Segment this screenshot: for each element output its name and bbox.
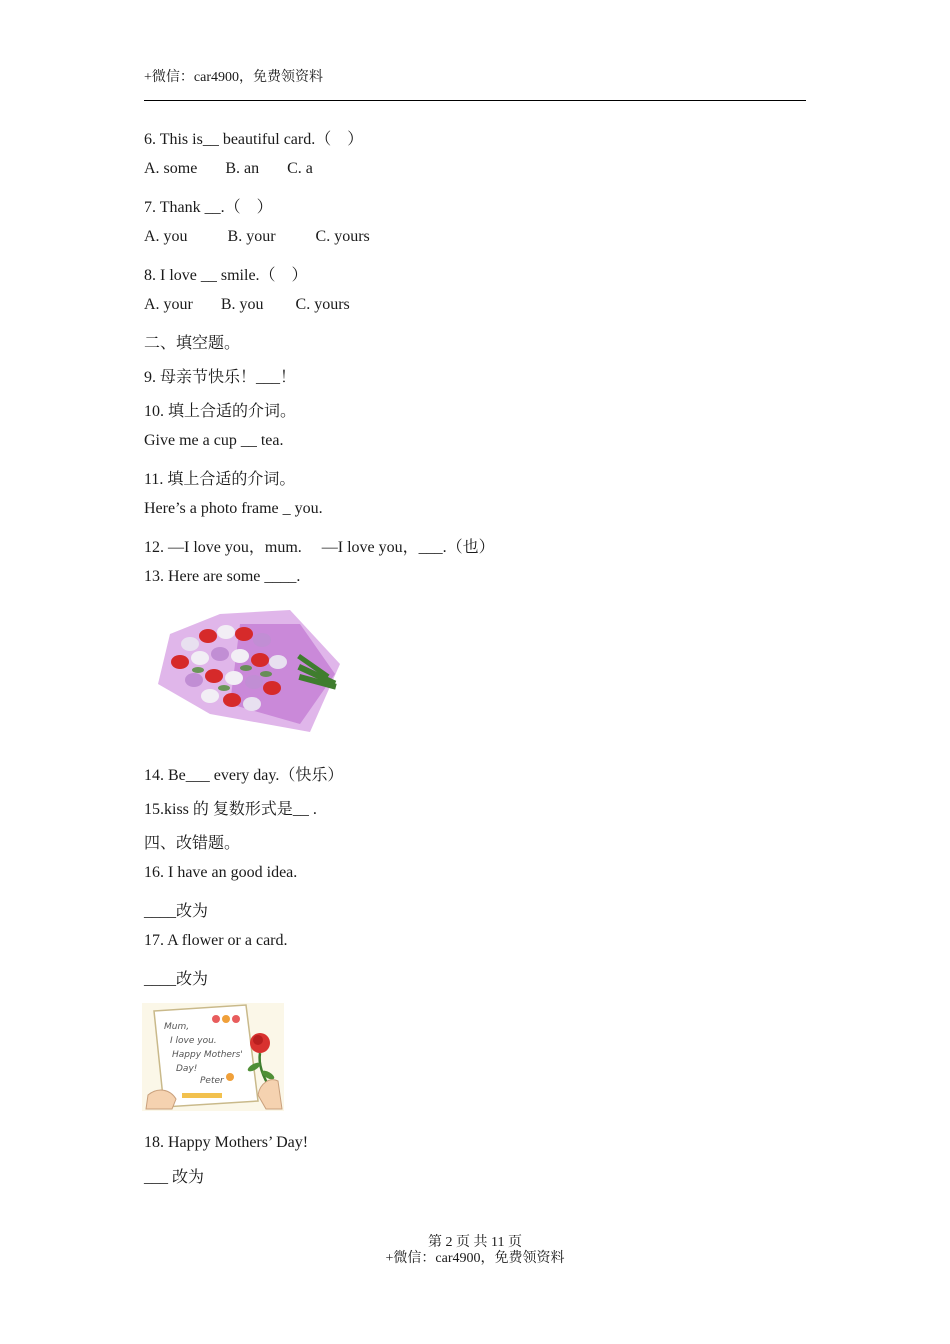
question-7: 7. Thank __.（ ） (144, 199, 273, 216)
question-9: 9. 母亲节快乐！___！ (144, 369, 297, 386)
section-heading-correction: 四、改错题。 (144, 835, 241, 852)
question-7-options: A. you B. your C. yours (144, 228, 370, 245)
card-text-happy: Happy Mothers' (172, 1050, 243, 1060)
card-text-love: I love you. (170, 1036, 217, 1046)
question-6-options: A. some B. an C. a (144, 160, 313, 177)
question-17: 17. A flower or a card. (144, 932, 288, 949)
question-12: 12. —I love you，mum. —I love you，___.（也） (144, 539, 495, 556)
question-18-answer: ___ 改为 (144, 1169, 205, 1186)
card-text-day: Day! (176, 1064, 198, 1074)
page-footer-note: +微信：car4900，免费领资料 (385, 1251, 565, 1266)
card-text-mum: Mum, (164, 1022, 190, 1032)
section-heading-fill-blank: 二、填空题。 (144, 335, 241, 352)
question-16-answer: ____改为 (144, 903, 209, 920)
question-13: 13. Here are some ____. (144, 568, 301, 585)
page-header: +微信：car4900，免费领资料 (144, 70, 323, 85)
question-6: 6. This is__ beautiful card.（ ） (144, 131, 364, 148)
question-11: 11. 填上合适的介词。 (144, 471, 296, 488)
question-18: 18. Happy Mothers’ Day! (144, 1134, 309, 1151)
question-8: 8. I love __ smile.（ ） (144, 267, 308, 284)
mothers-day-card-image (142, 1003, 284, 1111)
header-divider (144, 100, 806, 101)
question-16: 16. I have an good idea. (144, 864, 298, 881)
question-15: 15.kiss 的 复数形式是__ . (144, 801, 317, 818)
tulip-bouquet-image (150, 604, 342, 734)
question-10-sentence: Give me a cup __ tea. (144, 432, 284, 449)
question-11-sentence: Here’s a photo frame _ you. (144, 500, 323, 517)
page-number: 第 2 页 共 11 页 (428, 1235, 522, 1250)
question-10: 10. 填上合适的介词。 (144, 403, 297, 420)
question-14: 14. Be___ every day.（快乐） (144, 767, 344, 784)
card-text-signature: Peter (200, 1076, 224, 1086)
question-17-answer: ____改为 (144, 971, 209, 988)
question-8-options: A. your B. you C. yours (144, 296, 350, 313)
